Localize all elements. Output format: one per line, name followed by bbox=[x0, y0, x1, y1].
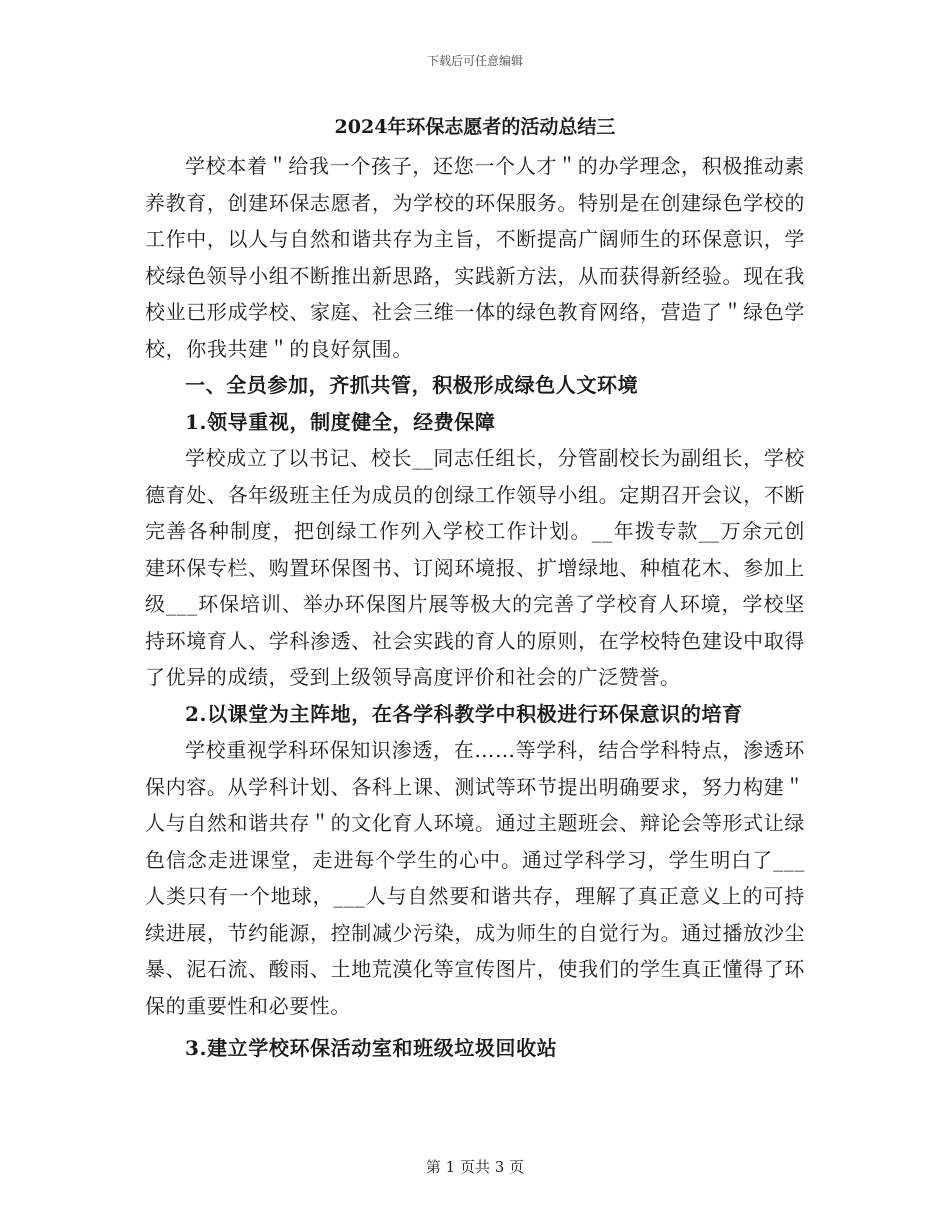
page-footer: 第 1 页共 3 页 bbox=[425, 1158, 525, 1176]
subsection-1-heading: 1.领导重视，制度健全，经费保障 bbox=[185, 409, 496, 434]
intro-paragraph: 学校本着＂给我一个孩子，还您一个人才＂的办学理念，积极推动素养教育，创建环保志愿者，为学校的环保服务。特别是在创建绿色学校的工作中，以人与自然和谐共存为主旨，不断提高广阔师生的环保意识，学校绿色领导小组不断推出新思路，实践新方法，从而获得新经验。现在我校业已形成学校、家庭、社会三维一体的绿色教育网络，营造了＂绿色学校，你我共建＂的良好氛围。 bbox=[145, 154, 805, 361]
document-body bbox=[145, 110, 805, 1067]
subsection-1-paragraph: 学校成立了以书记、校长__同志任组长，分管副校长为副组长，学校德育处、各年级班主任为成员的创绿工作领导小组。定期召开会议，不断完善各种制度，把创绿工作列入学校工作计划。__年拨专款__万余元创建环保专栏、购置环保图书、订阅环境报、扩增绿地、种植花木、参加上级___环保培训、举办环保图片展等极大的完善了学校育人环境，学校坚持环境育人、学科渗透、社会实践的育人的原则，在学校特色建设中取得了优异的成绩，受到上级领导高度评价和社会的广泛赞誉。 bbox=[145, 446, 805, 689]
subsection-2-paragraph: 学校重视学科环保知识渗透，在……等学科，结合学科特点，渗透环保内容。从学科计划、各科上课、测试等环节提出明确要求，努力构建＂人与自然和谐共存＂的文化育人环境。通过主题班会、辩论会等形式让绿色信念走进课堂，走进每个学生的心中。通过学科学习，学生明白了___人类只有一个地球，___人与自然要和谐共存，理解了真正意义上的可持续进展，节约能源，控制减少污染，成为师生的自觉行为。通过播放沙尘暴、泥石流、酸雨、土地荒漠化等宣传图片，使我们的学生真正懂得了环保的重要性和必要性。 bbox=[145, 738, 805, 1018]
subsection-2-heading: 2.以课堂为主阵地，在各学科教学中积极进行环保意识的培育 bbox=[185, 701, 743, 726]
section-1-heading: 一、全员参加，齐抓共管，积极形成绿色人文环境 bbox=[185, 373, 639, 397]
page-header: 下载后可任意编辑 bbox=[426, 54, 523, 68]
subsection-3-heading: 3.建立学校环保活动室和班级垃圾回收站 bbox=[185, 1036, 558, 1060]
document-title: 2024年环保志愿者的活动总结三 bbox=[334, 116, 616, 138]
